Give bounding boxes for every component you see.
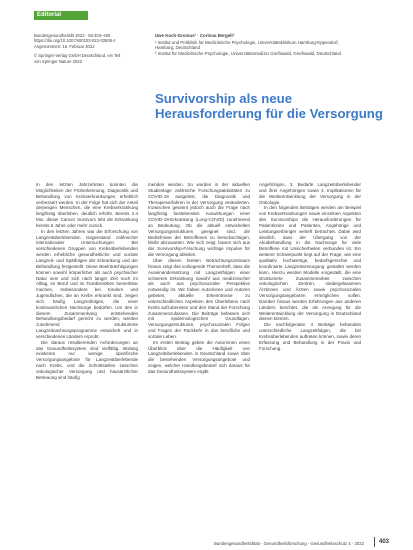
paragraph: menden werden. So wurden in der aktuellen Studienlage zahlreiche Forschungsaktivitäten zu COVID-19 ausgelöst, die Diagnostik und Therapieverfahren in der Versorgung veränderten. Inzwischen gewinnt jedoch auch die Frage nach langfristig bestehenden Auswirkungen einer COVID-19-Erkrankung (Long-COVID) zunehmend an Bedeutung. Ob die aktuell entwickelten Versorgungsstrukturen geeignet sind, die Bedürfnisse der Betroffenen zu berücksichtigen, bleibt abzuwarten. Wie sich zeigt, lassen sich aus der Survivorship-Forschung wichtige Impulse für die Versorgung ableiten. bbox=[148, 182, 250, 258]
text-column-3 bbox=[259, 182, 361, 351]
affiliation-line: ¹ Institut und Poliklinik für Medizinische Psychologie, Universitätsklinikum Hamburg-Eppendorf, bbox=[155, 39, 339, 45]
author-names: Uwe Koch-Gromus¹ · Corinna Bergelt² bbox=[155, 33, 235, 38]
paragraph: Angehörigen, 3. Bedarfe Langzeitüberlebender und ihrer Angehörigen sowie 4. Implikationen für die Weiterentwicklung der Versorgung in der Onkologie. bbox=[259, 182, 361, 205]
paragraph: Die daraus resultierenden Anforderungen an das Gesundheitssystem sind vielfältig. Bislang existieren nur wenige spezifische Versorgungsangebote für Langzeitüberlebende nach Krebs, und die Schnittstellen zwischen onkologischer Versorgung und hausärztlicher Betreuung sind häufig bbox=[36, 339, 138, 380]
paragraph: Im ersten Beitrag geben die Autorinnen einen Überblick über die Häufigkeit von Langzeitüberlebenden in Deutschland sowie über die bestehenden Versorgungsangebote und zeigen, welcher Handlungsbedarf sich daraus für das Gesundheitssystem ergibt bbox=[148, 339, 250, 374]
text-column-2 bbox=[148, 182, 250, 375]
page-number: 403 bbox=[379, 539, 390, 545]
doi-link[interactable]: https://doi.org/10.1007/s00103-022-03508-z bbox=[34, 38, 116, 44]
paragraph: In den letzten Jahrzehnten konnten die Möglichkeiten der Früherkennung, Diagnostik und Behandlung von Krebserkrankungen erheblich verbessert werden. In der Folge hat sich der Anteil derjenigen Menschen, die eine Krebserkrankung langfristig überleben, deutlich erhöht. Bereits 2.4 Mio. dieser Cancer Survivors lebt die Erkrankung bereits 5 Jahre oder mehr zurück. bbox=[36, 182, 138, 228]
author-block bbox=[155, 33, 385, 56]
affiliation-line: ² Institut für Medizinische Psychologie, Universitätsmedizin Greifswald, Greifswald, Deutschland bbox=[155, 50, 341, 56]
accepted-date: Angenommen: 16. Februar 2022 bbox=[34, 43, 95, 49]
article-metadata bbox=[34, 33, 130, 64]
paragraph: Die nachfolgenden 4 Beiträge behandeln unterschiedliche Langzeitfolgen, die bei Krebsüberlebenden auftreten können, sowie deren Erfassung und Behandlung in der Praxis und Forschung. bbox=[259, 322, 361, 351]
copyright-line-2: von Springer Nature 2022 bbox=[34, 58, 82, 64]
section-label: Editorial bbox=[34, 11, 88, 20]
footer-divider bbox=[374, 537, 375, 547]
text-column-1 bbox=[36, 182, 138, 381]
journal-footer: Bundesgesundheitsblatt - Gesundheitsforschung - Gesundheitsschutz 4 · 2022 bbox=[214, 541, 365, 546]
paragraph: In den folgenden Beiträgen werden am Beispiel von Krebserkrankungen sowie einzelnen Aspekten des Survivorships die Herausforderungen für Patientinnen und Patienten, Angehörige und Leistungserbringer vertieft betrachtet. Dabei wird deutlich, dass der Übergang von der Akutbehandlung in die Nachsorge für viele Betroffene mit Unsicherheiten verbunden ist. Ein weiterer Schwerpunkt liegt auf der Frage, wie eine qualitativ hochwertige, bedarfsgerechte und koordinierte Langzeitversorgung gestaltet werden kann. Hierzu werden Modelle vorgestellt, die eine strukturierte Zusammenarbeit zwischen onkologischen Zentren, niedergelassenen Ärztinnen und Ärzten sowie psychosozialen Versorgungsangeboten ermöglichen sollen. Darüber hinaus werden Erfahrungen aus anderen Ländern berichtet, die als Anregung für die Weiterentwicklung der Versorgung in Deutschland dienen können. bbox=[259, 205, 361, 322]
affiliation-line: Hamburg, Deutschland bbox=[155, 45, 200, 51]
paragraph: Über diesen breiten Betrachtungszeitraum hinaus zeigt das vorliegende Themenheft, dass die Auseinandersetzung mit Langzeitfolgen einer schweren Erkrankung sowohl aus medizinischer als auch aus psychosozialer Perspektive notwendig ist. Wir haben Autorinnen und Autoren gebeten, aktuelle Erkenntnisse zu unterschiedlichen Aspekten des Überlebens nach Krebs aufzubereiten und den Stand der Forschung zusammenzufassen. Die Beiträge befassen sich mit epidemiologischen Grundlagen, Versorgungsstrukturen, psychosozialen Folgen und Fragen der Rückkehr in das berufliche und soziale Leben. bbox=[148, 257, 250, 339]
copyright-line-1: © Springer-Verlag GmbH Deutschland, ein Teil bbox=[34, 53, 121, 59]
citation: Bundesgesundheitsbl 2022 · 65:403–405 bbox=[34, 33, 111, 38]
article-title: Survivorship als neue Herausforderung für die Versorgung bbox=[155, 91, 383, 122]
paragraph: In den letzten Jahren war die Erforschung von Langzeitüberlebenden Gegenstand zahlreicher internationaler Untersuchungen. Bei verschiedenen Gruppen von Krebsüberlebenden werden erhebliche gesundheitliche und soziale Langzeit- und Spätfolgen der Erkrankung und der Behandlung festgestellt. Diese Beeinträchtigungen können sowohl körperlicher als auch psychischer Natur sein und sich nach langer Zeit noch im Alltag, im Beruf und im Familienleben bemerkbar machen. Insbesondere bei Kindern und Jugendlichen, die an Krebs erkrankt sind, zeigen sich häufig Langzeitfolgen, die einer kontinuierlichen Nachsorge bedürfen. Um den in diesem Zusammenhang entstehenden Behandlungsbedarf gerecht zu werden, werden zunehmend strukturierte Langzeitnachsorgeprogramme entwickelt und in verschiedenen Ländern erprobt. bbox=[36, 228, 138, 339]
